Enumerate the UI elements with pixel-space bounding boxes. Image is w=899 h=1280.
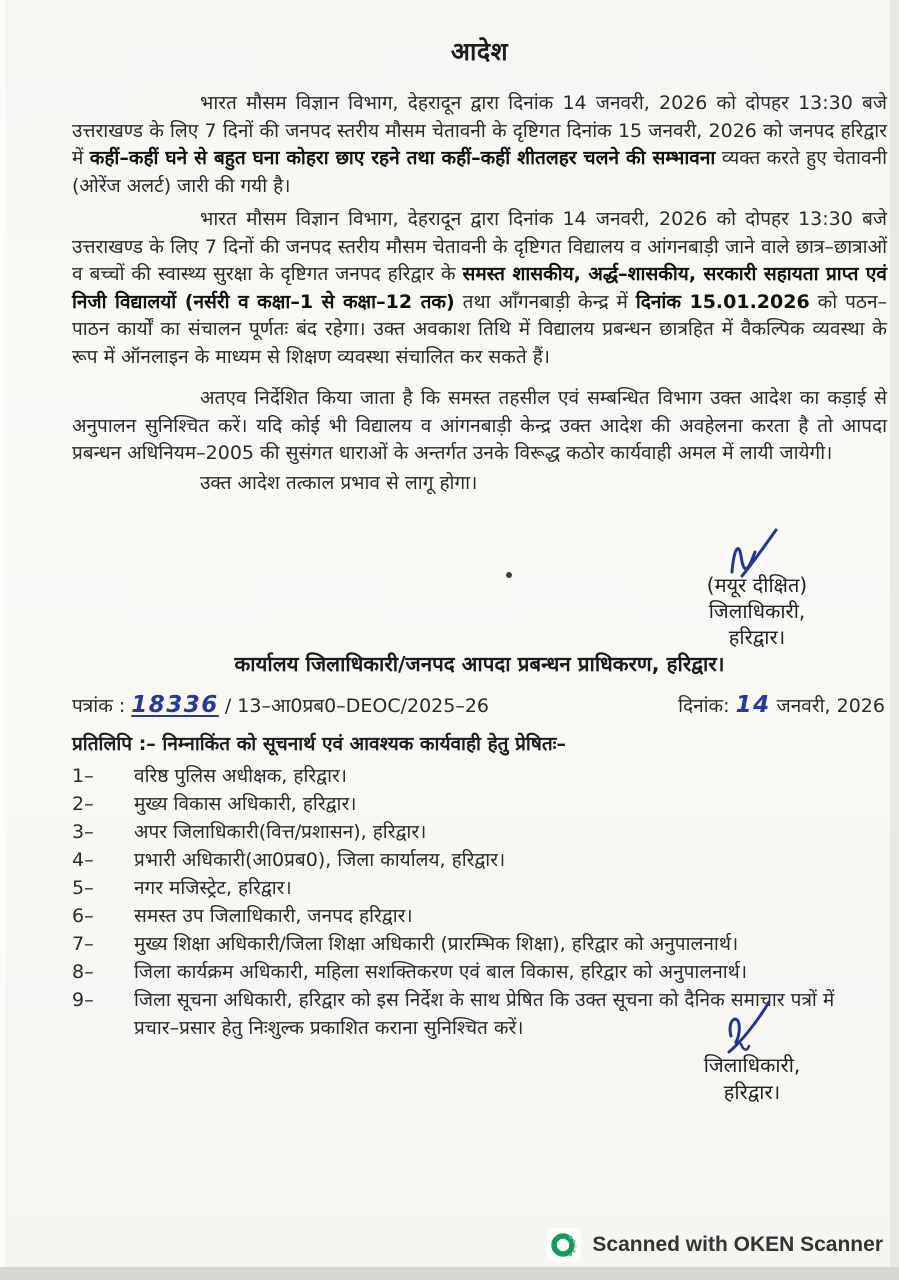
letter-number-suffix: / 13–आ0प्रब0–DEOC/2025–26	[224, 695, 490, 717]
signature-block-dm	[662, 526, 852, 650]
recipient-row	[72, 818, 883, 846]
signatory-place: हरिद्वार।	[723, 1080, 781, 1104]
date-label: दिनांक:	[678, 695, 736, 717]
scanner-watermark	[547, 1228, 883, 1262]
recipient-number: 5–	[72, 877, 94, 899]
paragraph-enforcement: अतएव निर्देशित किया जाता है कि समस्त तहसील एवं सम्बन्धित विभाग उक्त आदेश का कड़ाई से अनुपालन सुनिश्चित करें। यदि कोई भी विद्यालय व आंगनबाड़ी केन्द्र उक्त आदेश की अवहेलना करता है तो आपदा प्रबन्धन अधिनियम–2005 की सुसंगत धाराओं के अन्तर्गत उनके विरूद्ध कठोर कार्यवाही अमल में लायी जायेगी।	[72, 387, 887, 464]
recipient-row	[72, 930, 883, 958]
page-title: आदेश	[450, 37, 509, 66]
page-edge-bottom	[0, 1267, 899, 1280]
recipient-number: 6–	[72, 905, 94, 927]
signatory-place: हरिद्वार।	[728, 625, 786, 649]
signature-icon	[718, 526, 796, 578]
recipient-text: जिला कार्यक्रम अधिकारी, महिला सशक्तिकरण एवं बाल विकास, हरिद्वार को अनुपालनार्थ।	[134, 961, 748, 983]
scanner-watermark-text: Scanned with OKEN Scanner	[592, 1233, 883, 1256]
paragraph-weather-warning: भारत मौसम विज्ञान विभाग, देहरादून द्वारा दिनांक 14 जनवरी, 2026 को दोपहर 13:30 बजे उत्तराखण्ड के लिए 7 दिनों की जनपद स्तरीय मौसम चेतावनी के दृष्टिगत दिनांक 15 जनवरी, 2026 को जनपद हरिद्वार में कहीं–कहीं घने से बहुत घना कोहरा छाए रहने तथा कहीं–कहीं शीतलहर चलने की सम्भावना व्यक्त करते हुए चेतावनी (ओरेंज अलर्ट) जारी की गयी है।	[72, 92, 888, 197]
recipient-row	[72, 902, 883, 930]
ink-dot	[506, 572, 512, 578]
recipient-number: 7–	[72, 933, 94, 955]
recipient-row	[72, 846, 883, 874]
handwritten-date: 14	[735, 692, 771, 718]
recipient-number: 3–	[72, 821, 94, 843]
letter-number-label: पत्रांक :	[72, 695, 126, 717]
copy-distribution-heading: प्रतिलिपि :– निम्नाकिंत को सूचनार्थ एवं आवश्यक कार्यवाही हेतु प्रेषितः–	[72, 733, 566, 755]
recipient-row	[72, 874, 883, 902]
date-rest: जनवरी, 2026	[776, 695, 885, 717]
recipient-number: 9–	[72, 989, 94, 1011]
oken-scanner-icon	[547, 1228, 581, 1262]
recipient-number: 4–	[72, 849, 94, 871]
recipient-text: अपर जिलाधिकारी(वित्त/प्रशासन), हरिद्वार।	[134, 821, 427, 843]
recipient-row	[72, 958, 883, 986]
signature-block-dm-copy	[652, 998, 852, 1106]
letter-number	[72, 692, 489, 718]
recipient-text: समस्त उप जिलाधिकारी, जनपद हरिद्वार।	[134, 905, 413, 927]
signatory-designation: जिलाधिकारी,	[708, 599, 806, 623]
office-line: कार्यालय जिलाधिकारी/जनपद आपदा प्रबन्धन प्राधिकरण, हरिद्वार।	[234, 652, 725, 676]
date-line	[678, 692, 885, 718]
recipient-text: जिला सूचना अधिकारी, हरिद्वार को इस निर्देश के साथ प्रेषित कि उक्त सूचना को दैनिक समाचार पत्रों में प्रचार–प्रसार हेतु निःशुल्क प्रकाशित कराना सुनिश्चित करें।	[134, 989, 835, 1039]
recipient-text: वरिष्ठ पुलिस अधीक्षक, हरिद्वार।	[134, 765, 347, 787]
handwritten-letter-number: 18336	[131, 692, 219, 718]
recipient-text: मुख्य शिक्षा अधिकारी/जिला शिक्षा अधिकारी (प्रारम्भिक शिक्षा), हरिद्वार को अनुपालनार्थ।	[134, 933, 739, 955]
recipient-row	[72, 790, 883, 818]
page-edge-left	[0, 0, 5, 1280]
paragraph-school-closure: भारत मौसम विज्ञान विभाग, देहरादून द्वारा दिनांक 14 जनवरी, 2026 को दोपहर 13:30 बजे उत्तराखण्ड के लिए 7 दिनों की जनपद स्तरीय मौसम चेतावनी के दृष्टिगत विद्यालय व आंगनबाड़ी जाने वाले छात्र–छात्राओं व बच्चों की स्वास्थ्य सुरक्षा के दृष्टिगत जनपद हरिद्वार के समस्त शासकीय, अर्द्ध–शासकीय, सरकारी सहायता प्राप्त एवं निजी विद्यालयों (नर्सरी व कक्षा–1 से कक्षा–12 तक) तथा ऑंगनबाड़ी केन्द्र में दिनांक 15.01.2026 को पठन–पाठन कार्यों का संचालन पूर्णतः बंद रहेगा। उक्त अवकाश तिथि में विद्यालय प्रबन्धन छात्रहित में वैकल्पिक व्यवस्था के रूप में ऑनलाइन के माध्यम से शिक्षण व्यवस्था संचालित कर सकते हैं।	[72, 208, 887, 368]
closing-line: उक्त आदेश तत्काल प्रभाव से लागू होगा।	[200, 471, 478, 494]
recipient-number: 2–	[72, 793, 94, 815]
page-edge-right	[890, 0, 899, 1280]
recipient-row	[72, 762, 883, 790]
recipient-number: 1–	[72, 765, 94, 787]
signature-icon	[713, 998, 791, 1058]
reference-row	[72, 692, 885, 718]
recipient-text: नगर मजिस्ट्रेट, हरिद्वार।	[134, 877, 292, 899]
signatory-designation: जिलाधिकारी,	[703, 1053, 801, 1077]
recipient-text: मुख्य विकास अधिकारी, हरिद्वार।	[134, 793, 357, 815]
recipient-text: प्रभारी अधिकारी(आ0प्रब0), जिला कार्यालय, हरिद्वार।	[134, 849, 506, 871]
signatory-name: (मयूर दीक्षित)	[706, 573, 808, 597]
recipient-number: 8–	[72, 961, 94, 983]
document-body	[72, 0, 887, 497]
